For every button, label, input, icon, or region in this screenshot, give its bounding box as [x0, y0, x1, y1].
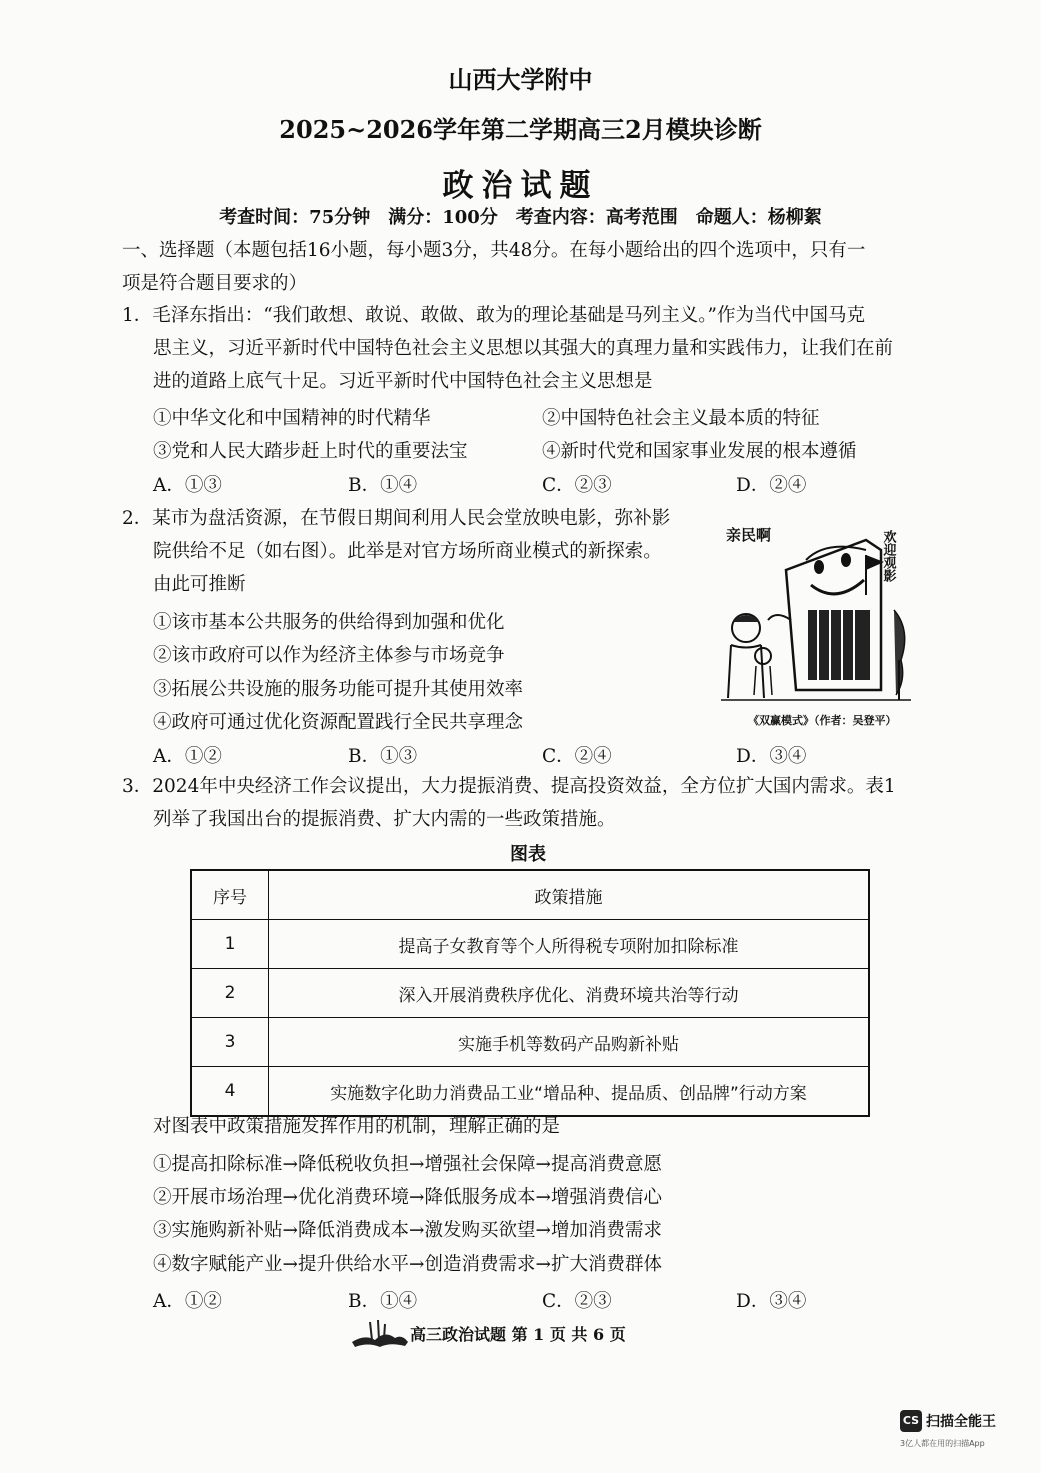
q1-item: ④新时代党和国家事业发展的根本遵循	[542, 441, 857, 462]
table-header-policy: 政策措施	[269, 870, 870, 920]
table-row	[191, 969, 869, 1018]
section-intro-line2: 项是符合题目要求的）	[122, 273, 308, 294]
table-title: 图表	[510, 844, 546, 865]
q2-item: ①该市基本公共服务的供给得到加强和优化	[153, 612, 505, 633]
scanner-tagline: 3亿人都在用的扫描App	[900, 1439, 985, 1448]
table-cell-policy: 实施手机等数码产品购新补贴	[269, 1018, 870, 1067]
q2-option-a: A．①②	[153, 746, 222, 767]
q1-option-b: B．①④	[348, 475, 418, 496]
q2-stem-line1: 2．某市为盘活资源，在节假日期间利用人民会堂放映电影，弥补影	[122, 508, 671, 529]
q1-option-a: A．①③	[153, 475, 222, 496]
q3-option-d: D．③④	[736, 1291, 807, 1312]
ink-smudge	[350, 1312, 410, 1352]
section-intro-line1: 一、选择题（本题包括16小题，每小题3分，共48分。在每小题给出的四个选项中，只有一	[122, 240, 866, 261]
q3-option-c: C．②③	[542, 1291, 612, 1312]
q2-item: ③拓展公共设施的服务功能可提升其使用效率	[153, 679, 524, 700]
q1-item: ②中国特色社会主义最本质的特征	[542, 408, 820, 429]
q2-option-c: C．②④	[542, 746, 612, 767]
table-header-row	[191, 870, 869, 920]
q1-item: ①中华文化和中国精神的时代精华	[153, 408, 431, 429]
q3-question: 对图表中政策措施发挥作用的机制，理解正确的是	[153, 1116, 561, 1137]
school-name: 山西大学附中	[448, 65, 593, 94]
q1-stem-line3: 进的道路上底气十足。习近平新时代中国特色社会主义思想是	[153, 371, 653, 392]
q2-stem-line3: 由此可推断	[153, 574, 246, 595]
policy-table	[190, 869, 870, 1117]
table-cell-policy: 实施数字化助力消费品工业“增品种、提品质、创品牌”行动方案	[269, 1067, 870, 1117]
q2-option-b: B．①③	[348, 746, 418, 767]
table-cell-policy: 提高子女教育等个人所得税专项附加扣除标准	[269, 920, 870, 969]
cartoon-banner: 欢迎观影	[880, 530, 896, 582]
q2-stem-line2: 院供给不足（如右图）。此举是对官方场所商业模式的新探索。	[153, 541, 662, 562]
q1-stem-line2: 思主义，习近平新时代中国特色社会主义思想以其强大的真理力量和实践伟力，让我们在前	[153, 338, 894, 359]
table-cell-index: 3	[191, 1018, 269, 1067]
q3-item: ③实施购新补贴→降低消费成本→激发购买欲望→增加消费需求	[153, 1220, 663, 1241]
table-cell-index: 1	[191, 920, 269, 969]
table-cell-index: 2	[191, 969, 269, 1018]
cartoon-speech: 亲民啊	[726, 526, 772, 544]
q2-item: ②该市政府可以作为经济主体参与市场竞争	[153, 645, 505, 666]
q3-item: ④数字赋能产业→提升供给水平→创造消费需求→扩大消费群体	[153, 1254, 663, 1275]
table-cell-index: 4	[191, 1067, 269, 1117]
q3-item: ②开展市场治理→优化消费环境→降低服务成本→增强消费信心	[153, 1187, 663, 1208]
scanner-logo-icon: CS	[900, 1410, 922, 1432]
table-row	[191, 920, 869, 969]
cartoon-caption: 《双赢模式》（作者：吴登平）	[748, 714, 897, 727]
q1-option-c: C．②③	[542, 475, 612, 496]
q3-option-b: B．①④	[348, 1291, 418, 1312]
q3-option-a: A．①②	[153, 1291, 222, 1312]
q1-stem-line1: 1．毛泽东指出：“我们敢想、敢说、敢做、敢为的理论基础是马列主义。”作为当代中国马克	[122, 305, 865, 326]
q3-stem-line1: 3．2024年中央经济工作会议提出，大力提振消费、提高投资效益，全方位扩大国内需求。表1	[122, 776, 896, 797]
page-title: 政治试题	[442, 168, 599, 204]
q3-item: ①提高扣除标准→降低税收负担→增强社会保障→提高消费意愿	[153, 1154, 663, 1175]
table-row	[191, 1067, 869, 1117]
table-header-index: 序号	[191, 870, 269, 920]
table-row	[191, 1018, 869, 1067]
q1-item: ③党和人民大踏步赶上时代的重要法宝	[153, 441, 468, 462]
q1-option-d: D．②④	[736, 475, 807, 496]
q2-item: ④政府可通过优化资源配置践行全民共享理念	[153, 712, 524, 733]
cartoon-illustration	[716, 510, 914, 710]
scanner-app-name: 扫描全能王	[926, 1414, 996, 1430]
page-footer: 高三政治试题 第 1 页 共 6 页	[410, 1325, 626, 1344]
table-cell-policy: 深入开展消费秩序优化、消费环境共治等行动	[269, 969, 870, 1018]
exam-term: 2025~2026学年第二学期高三2月模块诊断	[279, 115, 762, 144]
q2-option-d: D．③④	[736, 746, 807, 767]
exam-meta: 考查时间：75分钟 满分：100分 考查内容：高考范围 命题人：杨柳絮	[219, 207, 822, 228]
q3-stem-line2: 列举了我国出台的提振消费、扩大内需的一些政策措施。	[153, 809, 616, 830]
